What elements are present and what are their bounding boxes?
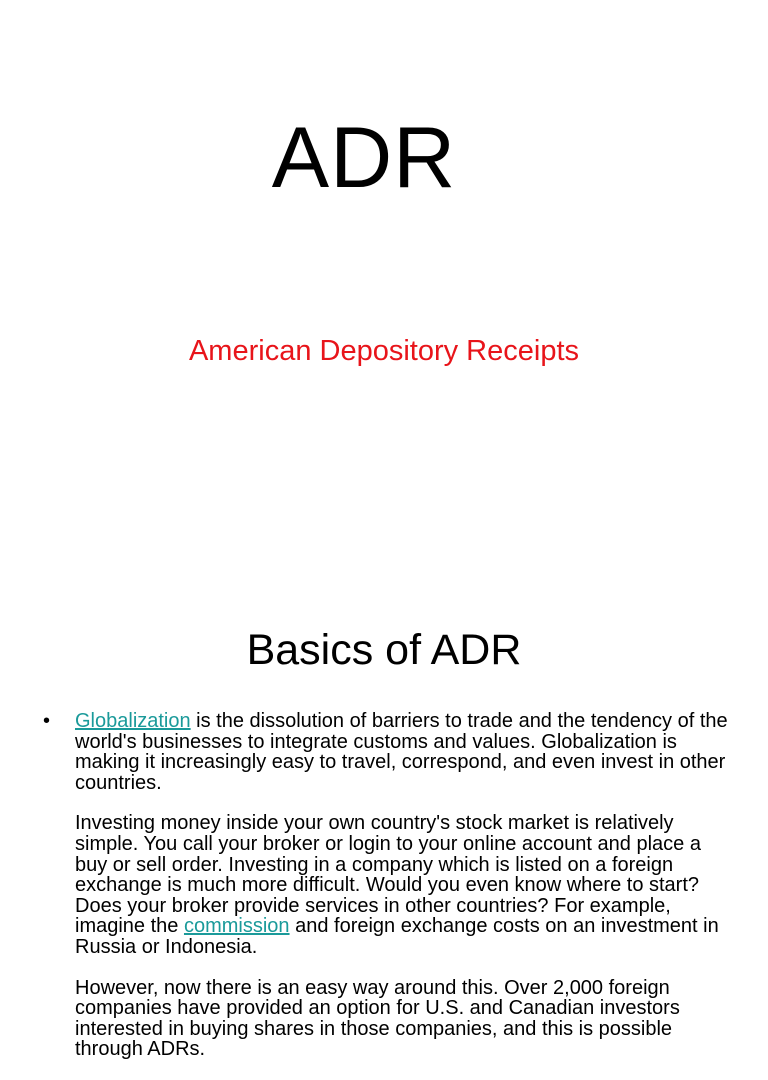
slide-subtitle: American Depository Receipts bbox=[188, 335, 580, 367]
paragraph-adrs bbox=[75, 978, 735, 1060]
section-title: Basics of ADR bbox=[246, 626, 522, 674]
paragraph-text: and foreign exchange costs on an investment in Russia or Indonesia. bbox=[75, 915, 719, 958]
paragraph-investing bbox=[75, 813, 735, 957]
slide-title: ADR bbox=[271, 110, 457, 206]
paragraph-text: However, now there is an easy way around this. Over 2,000 foreign companies have provided an option for U.S. and Canadian investors interested in buying shares in those companies, and this is possible through ADRs. bbox=[75, 976, 680, 1061]
paragraph-text: Investing money inside your own country's stock market is relatively simple. You call your broker or login to your online account and place a buy or sell order. Investing in a company which is listed on a foreign exchange is much more difficult. Would you even know where to start? Does your broker provide services in other countries? For example, imagine the bbox=[75, 812, 701, 938]
bullet-icon: • bbox=[43, 710, 51, 732]
paragraph-globalization bbox=[43, 710, 735, 794]
slide-body bbox=[43, 710, 735, 1080]
globalization-link[interactable]: Globalization bbox=[75, 710, 191, 732]
paragraph-text: is the dissolution of barriers to trade and the tendency of the world's businesses to integrate customs and values. Globalization is making it increasingly easy to travel, correspond, and even invest in other countries. bbox=[75, 710, 728, 794]
commission-link[interactable]: commission bbox=[183, 915, 290, 938]
